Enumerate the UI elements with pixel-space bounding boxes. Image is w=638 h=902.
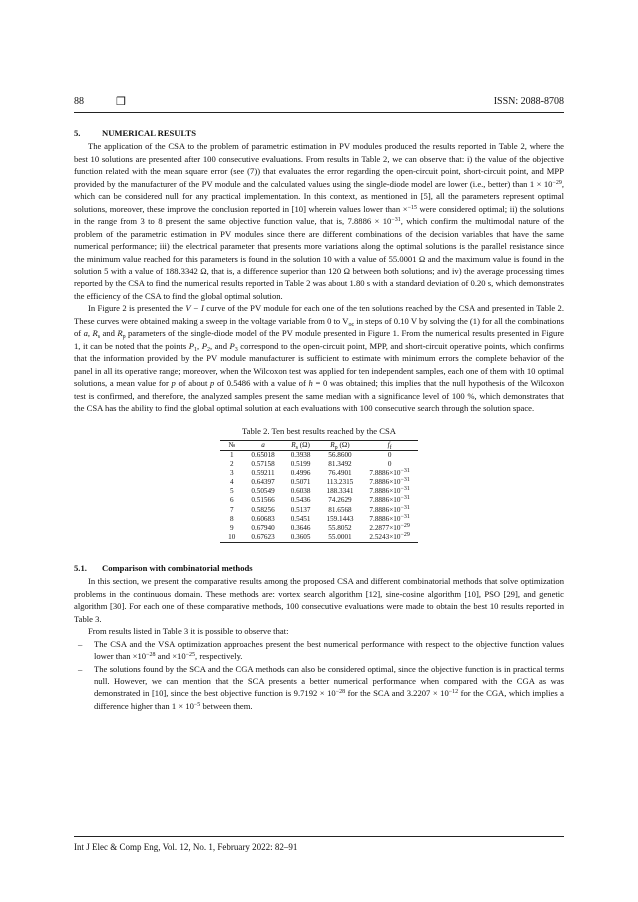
cell-rs: 0.3646 — [290, 523, 311, 532]
cell-rp: 159.1443 — [326, 514, 354, 523]
cell-a: 0.50549 — [251, 487, 275, 496]
table-caption: Table 2. Ten best results reached by the CSA — [241, 426, 396, 437]
col-rp: $R_p$ (Ω) — [318, 440, 361, 450]
cell-a: 0.59211 — [251, 469, 275, 478]
cell-rp: 113.2315 — [326, 478, 354, 487]
paragraph: From results listed in Table 3 it is possible to observe that: — [88, 626, 289, 637]
cell-number: 6 — [229, 496, 234, 505]
cell-rs: 0.5199 — [290, 460, 311, 469]
cell-rs: 0.5071 — [290, 478, 311, 487]
cell-rp: 76.4901 — [328, 469, 352, 478]
col-a: a — [243, 440, 282, 450]
header-rule — [74, 112, 564, 113]
list-item: – The CSA and the VSA optimization approaches present the best numerical performance with respect to the objective function values lower than $\times 10^{-28}$ and $\times 10^{-25}$, respectively. — [78, 638, 564, 662]
table-row — [220, 506, 418, 515]
cell-rp: 74.2629 — [328, 496, 352, 505]
cell-ff: $7.8886\times 10^{-31}$ — [369, 477, 410, 487]
page-header — [74, 96, 564, 110]
issn: ISSN: 2088-8708 — [493, 96, 564, 107]
paragraph: In this section, we present the comparative results among the proposed CSA and different combinatorial methods that solve optimization problems in the continuous domain. These methods are: vortex search algorithm [12], sine-cosine algorithm [10], PSO [29], and genetic algorithm [30]. For each one of these comparative methods, 100 consecutive evaluations were made to obtain the best 10 results reported in Table 3. — [74, 576, 564, 624]
cell-a: 0.58256 — [251, 505, 275, 514]
cell-a: 0.51566 — [251, 496, 275, 505]
cell-a: 0.57158 — [251, 460, 275, 469]
page-number: 88 — [74, 96, 84, 107]
paragraph: In Figure 2 is presented the V − I curve of the PV module for each one of the ten solutions reached by the CSA and presented in Table 2. These curves were obtained making a sweep in the voltage variable from 0 to $V_{oc}$ in steps of 0.10 V by solving the (1) for all the combinations of a, $R_s$ and $R_p$ parameters of the single-diode model of the PV module presented in Figure 1. From the numerical results presented in Figure 1, it can be noted that the points $P_1$, $P_2$, and $P_3$ correspond to the open-circuit point, MPP, and short-circuit operative points, which confirms that the information provided by the PV module manufacturer is sufficient to estimate with minimum errors the complete behavior of the panel in all its operative range; moreover, when the Wilcoxon test was applied for ten independent samples, each one of them with 10 optimal solutions, a mean value for p of about p of 0.5486 with a value of h = 0 was obtained; this implies that the null hypothesis of the Wilcoxon test is confirmed, and therefore, the analyzed samples present the same median with a significance level of 100 %, which demonstrates that the CSA has the ability to find the global optimal solution at each evaluations with 100 consecutive search through the solution space. — [74, 303, 564, 413]
cell-ff: 0 — [387, 450, 392, 459]
results-table — [220, 440, 418, 543]
col-rs: $R_s$ (Ω) — [283, 440, 319, 450]
cell-number: 8 — [229, 514, 234, 523]
cell-rp: 55.0001 — [318, 533, 361, 543]
subsection-heading: 5.1. Comparison with combinatorial methods — [74, 562, 253, 573]
cell-rs: 0.4996 — [290, 469, 311, 478]
table-row — [220, 533, 418, 543]
table-header-row — [220, 440, 418, 450]
cell-rp: 188.3341 — [326, 487, 354, 496]
table-row — [220, 478, 418, 487]
cell-rs: 0.3605 — [283, 533, 319, 543]
col-ff: $f_f$ — [361, 440, 417, 450]
cell-ff: $2.5243\times 10^{-29}$ — [361, 533, 417, 543]
cell-ff: $7.8886\times 10^{-31}$ — [369, 495, 410, 505]
cell-rp: 81.6568 — [328, 505, 352, 514]
cell-a: 0.60683 — [251, 514, 275, 523]
cell-rs: 0.5436 — [290, 496, 311, 505]
cell-ff: $7.8886\times 10^{-31}$ — [369, 486, 410, 496]
cell-rs: 0.5451 — [290, 514, 311, 523]
cell-number: 9 — [229, 523, 234, 532]
table-row — [220, 450, 418, 460]
cell-number: 1 — [229, 450, 234, 459]
cell-ff: $2.2877\times 10^{-29}$ — [369, 522, 410, 532]
paragraph: The application of the CSA to the problem of parametric estimation in PV modules produced the results reported in Table 2, where the best 10 solutions are presented after 100 consecutive evaluations. From results in Table 2, we can observe that: i) the value of the objective function related with the mean square error (see (7)) that evaluates the error regarding the open-circuit point, short-circuit point, and MPP provided by the manufacturer of the PV module and the calculated values using the single-diode model are lower (i.e., better) than $1 \times 10^{-29}$, which can be considered null for any practical implementation. In this context, as mentioned in [5], all the parameters represent optimal solutions, moreover, these improve the conclusion reported in [10] wherein values lower than ×$^{-15}$ were considered optimal; ii) the solutions in the range from 3 to 8 present the same objective function value, that is, $7.8886 \times 10^{-31}$, which confirm the multimodal nature of the problem of the parametric estimation in PV modules since there are different combinations of the decision variables that have the same numerical performance; iii) the electrical parameter that presents more variations along the optimal solutions is the parallel resistance since the minimum value reached for this parameters is found in the solution 10 with a value of 55.0001 Ω and the maximum value is found in the solution 5 with a value of 188.3342 Ω, that is, a difference superior than 120 Ω between both solutions; and iv) the average processing times reported by the CSA to find the numerical results reported in Table 2 was about 1.80 s with a standard deviation of 0.20 s, which demonstrates the efficiency of the CSA to find the global optimal solution. — [74, 141, 564, 301]
footer-rule — [74, 836, 564, 837]
list-item: – The solutions found by the SCA and the CGA methods can also be considered optimal, since the objective function is in practical terms null. However, we can mention that the SCA presents a better numerical performance when compared with the CGA as was demonstrated in [10], since the best objective function is $9.7192 \times 10^{-28}$ for the SCA and $3.2207 \times 10^{-12}$ for the CGA, which implies a difference higher than $1 \times 10^{-5}$ between them. — [78, 663, 564, 711]
cell-a: 0.67623 — [243, 533, 282, 543]
cell-number: 2 — [229, 460, 234, 469]
cell-number: 4 — [229, 478, 234, 487]
cell-rp: 56.8600 — [328, 450, 352, 459]
table-row — [220, 469, 418, 478]
page-body — [74, 127, 564, 712]
cell-a: 0.65018 — [251, 450, 275, 459]
table-row — [220, 515, 418, 524]
cell-number: 3 — [229, 469, 234, 478]
col-number: № — [220, 440, 243, 450]
cell-ff: $7.8886\times 10^{-31}$ — [369, 468, 410, 478]
cell-rs: 0.3938 — [290, 450, 311, 459]
section-heading: 5. NUMERICAL RESULTS — [74, 128, 197, 138]
cell-rp: 55.8052 — [328, 523, 352, 532]
table-row — [220, 496, 418, 505]
cell-a: 0.67940 — [251, 523, 275, 532]
cell-a: 0.64397 — [251, 478, 275, 487]
cell-rs: 0.6038 — [290, 487, 311, 496]
cell-ff: $7.8886\times 10^{-31}$ — [369, 504, 410, 514]
footer: Int J Elec & Comp Eng, Vol. 12, No. 1, February 2022: 82–91 — [74, 842, 298, 852]
cell-ff: 0 — [387, 460, 392, 469]
cell-number: 10 — [220, 533, 243, 543]
cell-number: 5 — [229, 487, 234, 496]
cell-rs: 0.5137 — [290, 505, 311, 514]
cell-ff: $7.8886\times 10^{-31}$ — [369, 513, 410, 523]
journal-box-icon: ❒ — [116, 96, 126, 108]
cell-number: 7 — [229, 505, 234, 514]
table-row — [220, 460, 418, 469]
cell-rp: 81.3492 — [328, 460, 352, 469]
bullet-list — [74, 638, 564, 713]
table-row — [220, 524, 418, 533]
